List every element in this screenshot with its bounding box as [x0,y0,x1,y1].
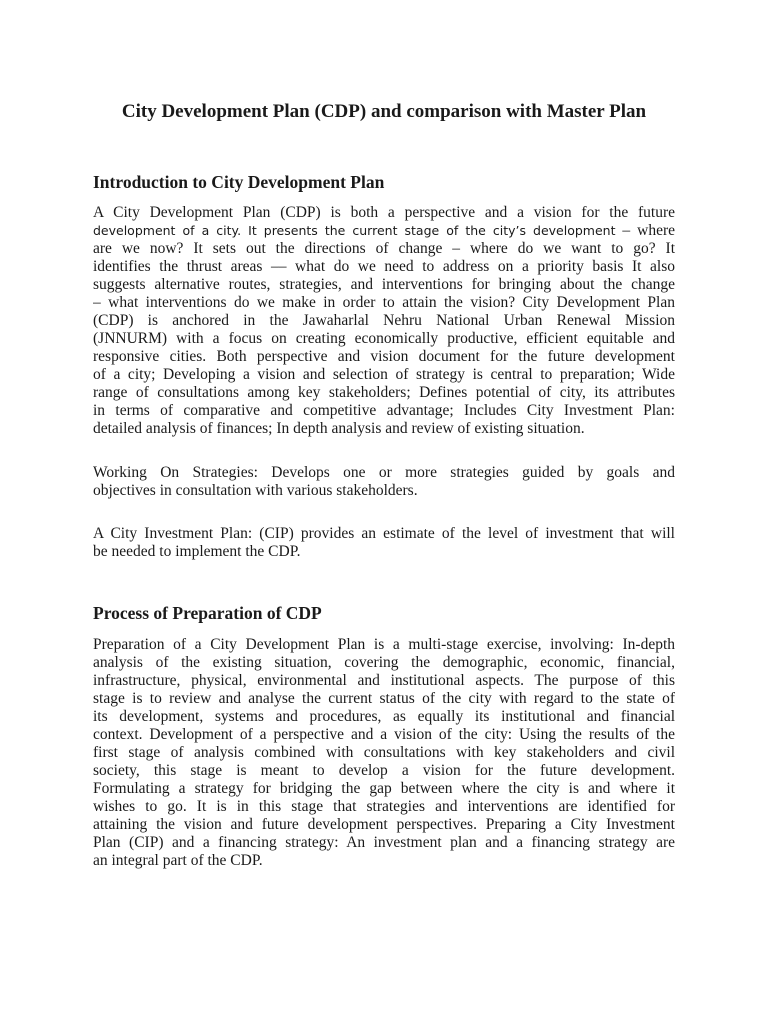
text-line: A City Investment Plan: (CIP) provides an estimate of the level of investment that will [93,525,675,542]
text-line: society, this stage is meant to develop a vision for the future development. [93,762,675,779]
text-line: of a city; Developing a vision and selection of strategy is central to preparation; Wide [93,366,675,383]
paragraph-introduction [93,204,675,438]
text-line: Plan (CIP) and a financing strategy: An investment plan and a financing strategy are [93,834,675,851]
text-line: Formulating a strategy for bridging the gap between where the city is and where it [93,780,675,797]
document-title: City Development Plan (CDP) and comparison with Master Plan [121,101,647,122]
text-line: stage is to review and analyse the current status of the city with regard to the state of [93,690,675,707]
text-line: Preparation of a City Development Plan is a multi-stage exercise, involving: In-depth [93,636,675,653]
text-line: infrastructure, physical, environmental and institutional aspects. The purpose of this [93,672,675,689]
section-heading-introduction: Introduction to City Development Plan [93,172,385,192]
text-line: are we now? It sets out the directions of change – where do we want to go? It [93,240,675,257]
paragraph-process [93,636,675,870]
paragraph-working-on-strategies [93,464,675,500]
text-line [93,222,675,240]
section-heading-process: Process of Preparation of CDP [93,603,322,623]
text-line: (JNNURM) with a focus on creating economically productive, efficient equitable and [93,330,675,347]
text-line: context. Development of a perspective and a vision of the city: Using the results of the [93,726,675,743]
text-line: its development, systems and procedures, as equally its institutional and financial [93,708,675,725]
text-line: analysis of the existing situation, covering the demographic, economic, financial, [93,654,675,671]
text-fragment: – where [615,222,675,239]
text-line: range of consultations among key stakeholders; Defines potential of city, its attributes [93,384,675,401]
text-line: in terms of comparative and competitive advantage; Includes City Investment Plan: [93,402,675,419]
text-line: responsive cities. Both perspective and vision document for the future development [93,348,675,365]
paragraph-city-investment-plan [93,525,675,561]
text-line: – what interventions do we make in order to attain the vision? City Development Plan [93,294,675,311]
text-line: objectives in consultation with various stakeholders. [93,482,418,499]
text-line: identifies the thrust areas –– what do we need to address on a priority basis It also [93,258,675,275]
text-line: an integral part of the CDP. [93,852,263,869]
text-line: Working On Strategies: Develops one or more strategies guided by goals and [93,464,675,481]
text-line: suggests alternative routes, strategies, and interventions for bringing about the change [93,276,675,293]
text-line: A City Development Plan (CDP) is both a perspective and a vision for the future [93,204,675,221]
text-fragment: development of a city. It presents the current stage of the city’s development [93,223,616,238]
text-line: (CDP) is anchored in the Jawaharlal Nehru National Urban Renewal Mission [93,312,675,329]
text-line: be needed to implement the CDP. [93,543,301,560]
text-line: first stage of analysis combined with consultations with key stakeholders and civil [93,744,675,761]
text-line: attaining the vision and future development perspectives. Preparing a City Investment [93,816,675,833]
text-line: wishes to go. It is in this stage that strategies and interventions are identified for [93,798,675,815]
text-line: detailed analysis of finances; In depth analysis and review of existing situation. [93,420,585,437]
